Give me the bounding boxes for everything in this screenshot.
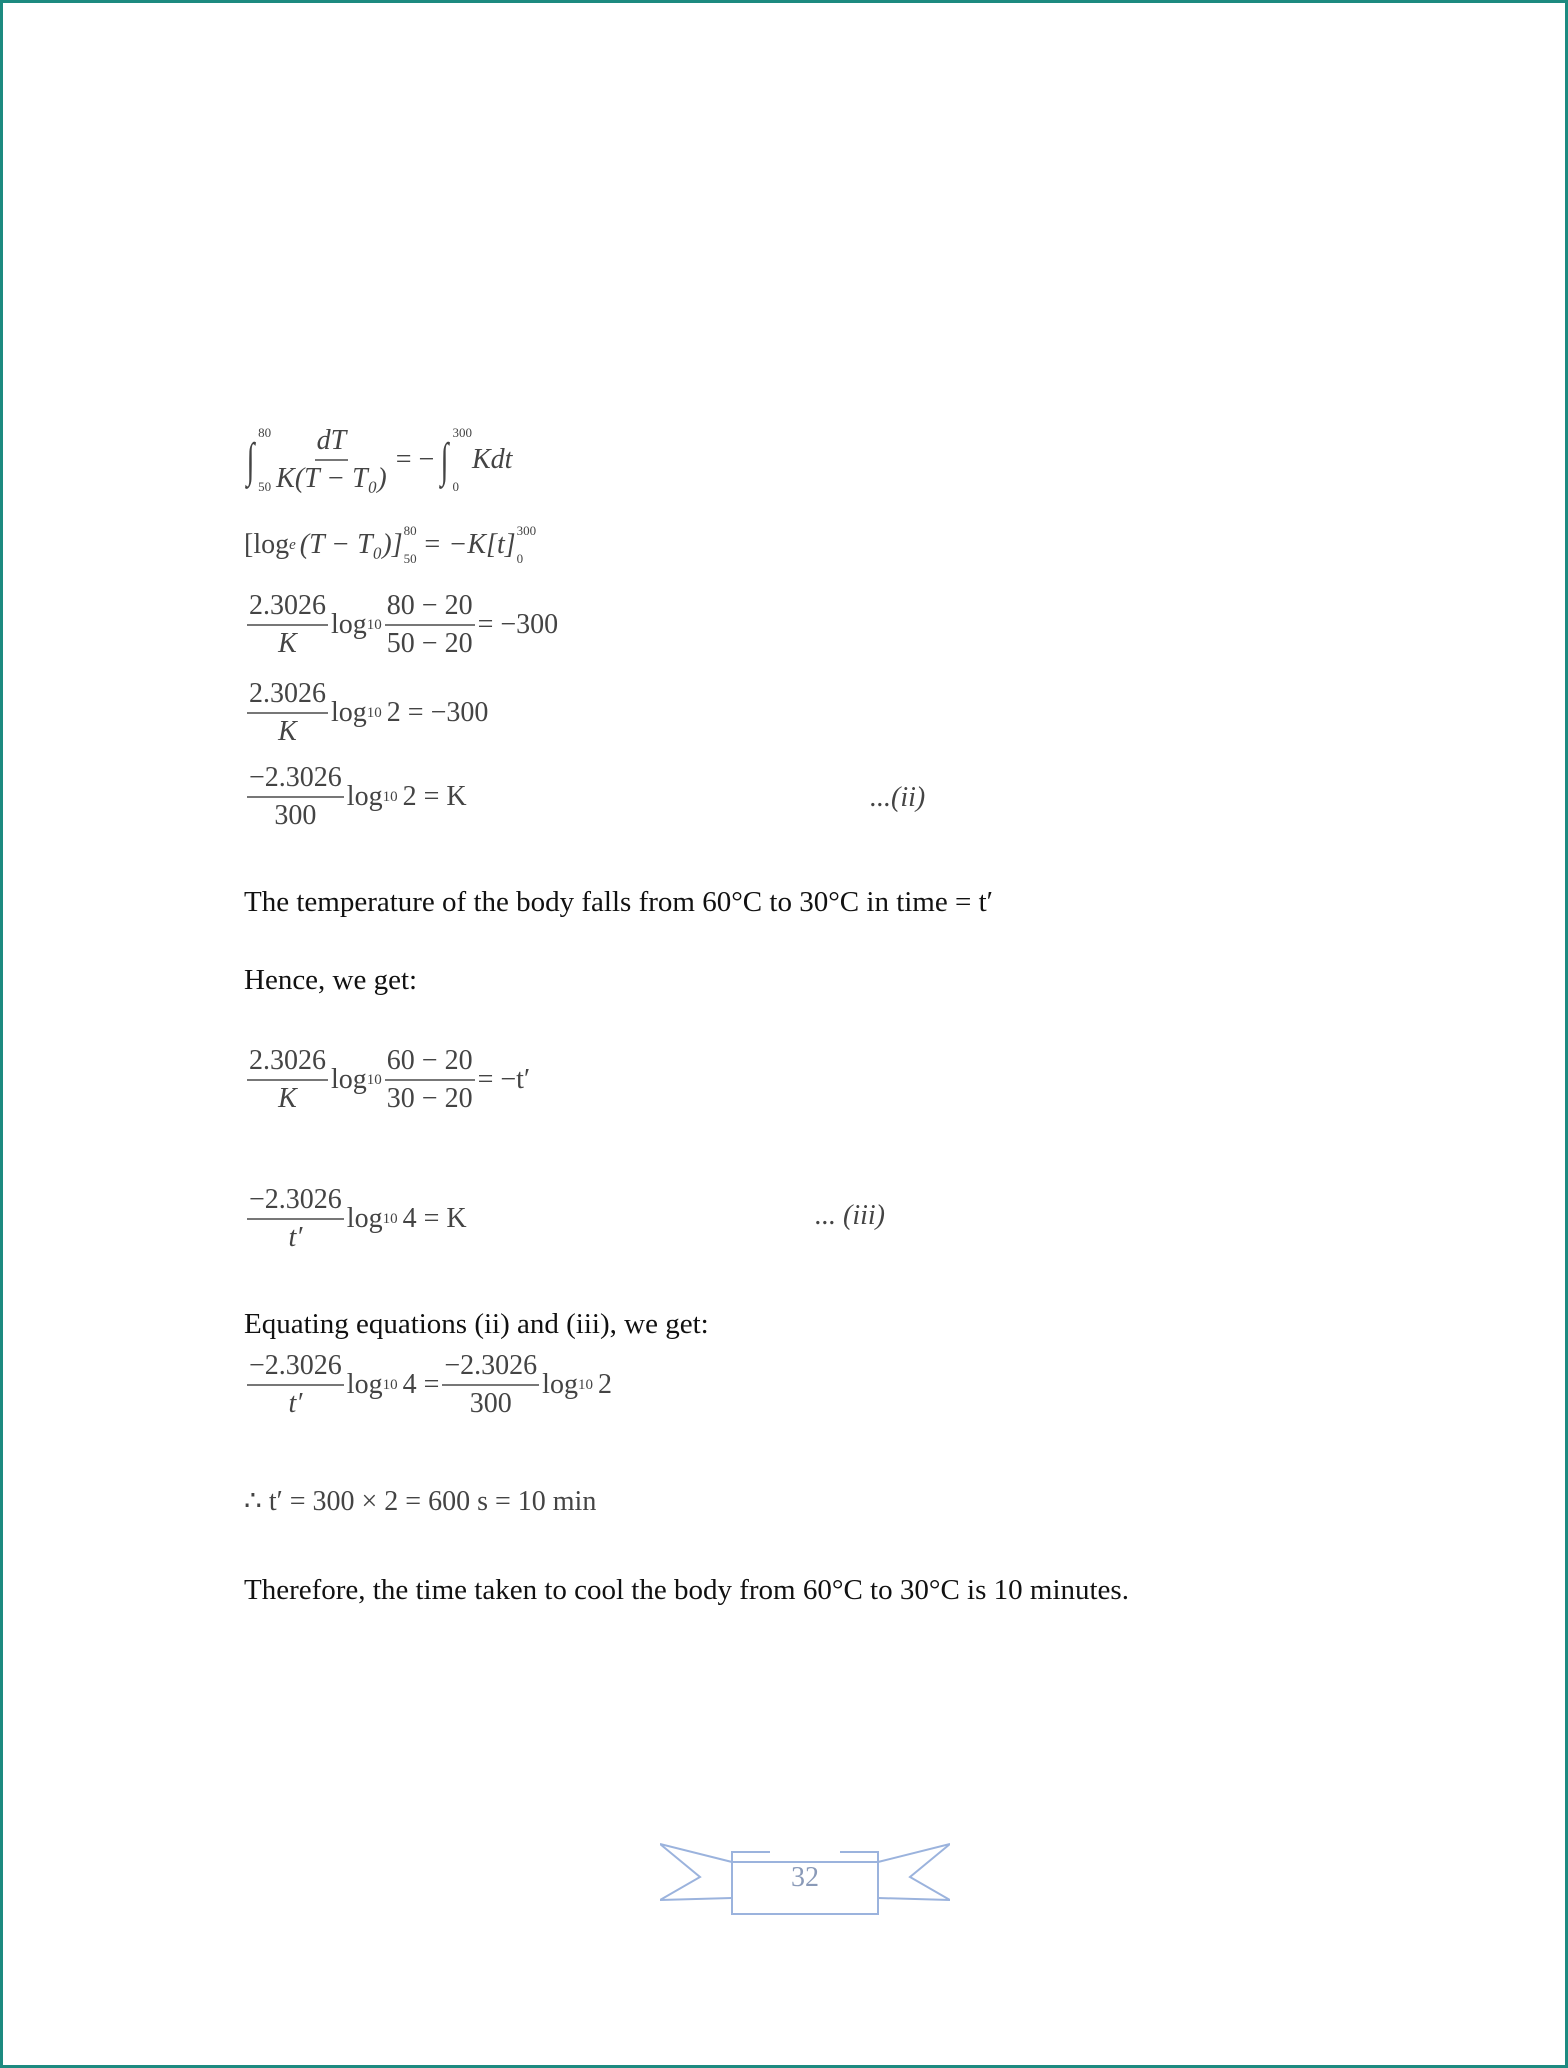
paragraph-hence: Hence, we get:: [244, 964, 418, 996]
paragraph-conclusion: Therefore, the time taken to cool the body from 60°C to 30°C is 10 minutes.: [244, 1574, 1129, 1606]
paragraph-temperature: The temperature of the body falls from 60°C to 30°C in time = t′: [244, 886, 993, 918]
equation-5: $\frac{-2.3026}{300}$ log 10 2 = K: [249, 762, 467, 832]
equation-log-limits: [log e (T − T₀)] 80 50 = −K[t] 300 0: [244, 523, 537, 566]
equation-6: $\frac{2.3026}{K}$ log 10 $\frac{60 - 20}{30 - 20}$ = −t′: [249, 1045, 531, 1115]
equation-8: $\frac{-2.3026}{t'}$ log 10 4 = $\frac{-2.3026}{300}$ log 10 2: [249, 1350, 612, 1420]
equation-3: $\frac{2.3026}{K}$ log 10 $\frac{80 - 20}{50 - 20}$ = −300: [249, 590, 559, 660]
equation-7: $\frac{-2.3026}{t'}$ log 10 4 = K: [249, 1184, 467, 1254]
equation-integral: ∫ 80 50 $\frac{dT}{\text{K(T − T₀)}}$ = − ∫ 300 0 Kdt: [246, 425, 513, 495]
page-number-banner: [660, 1832, 950, 1918]
equation-tag-ii: ...(ii): [870, 782, 926, 813]
equation-4: $\frac{2.3026}{K}$ log 10 2 = −300: [249, 678, 489, 748]
equation-result: ∴ t′ = 300 × 2 = 600 s = 10 min: [244, 1486, 597, 1517]
equation-tag-iii: ... (iii): [815, 1200, 885, 1231]
paragraph-equating: Equating equations (ii) and (iii), we get:: [244, 1308, 709, 1340]
page-number: 32: [791, 1862, 819, 1893]
